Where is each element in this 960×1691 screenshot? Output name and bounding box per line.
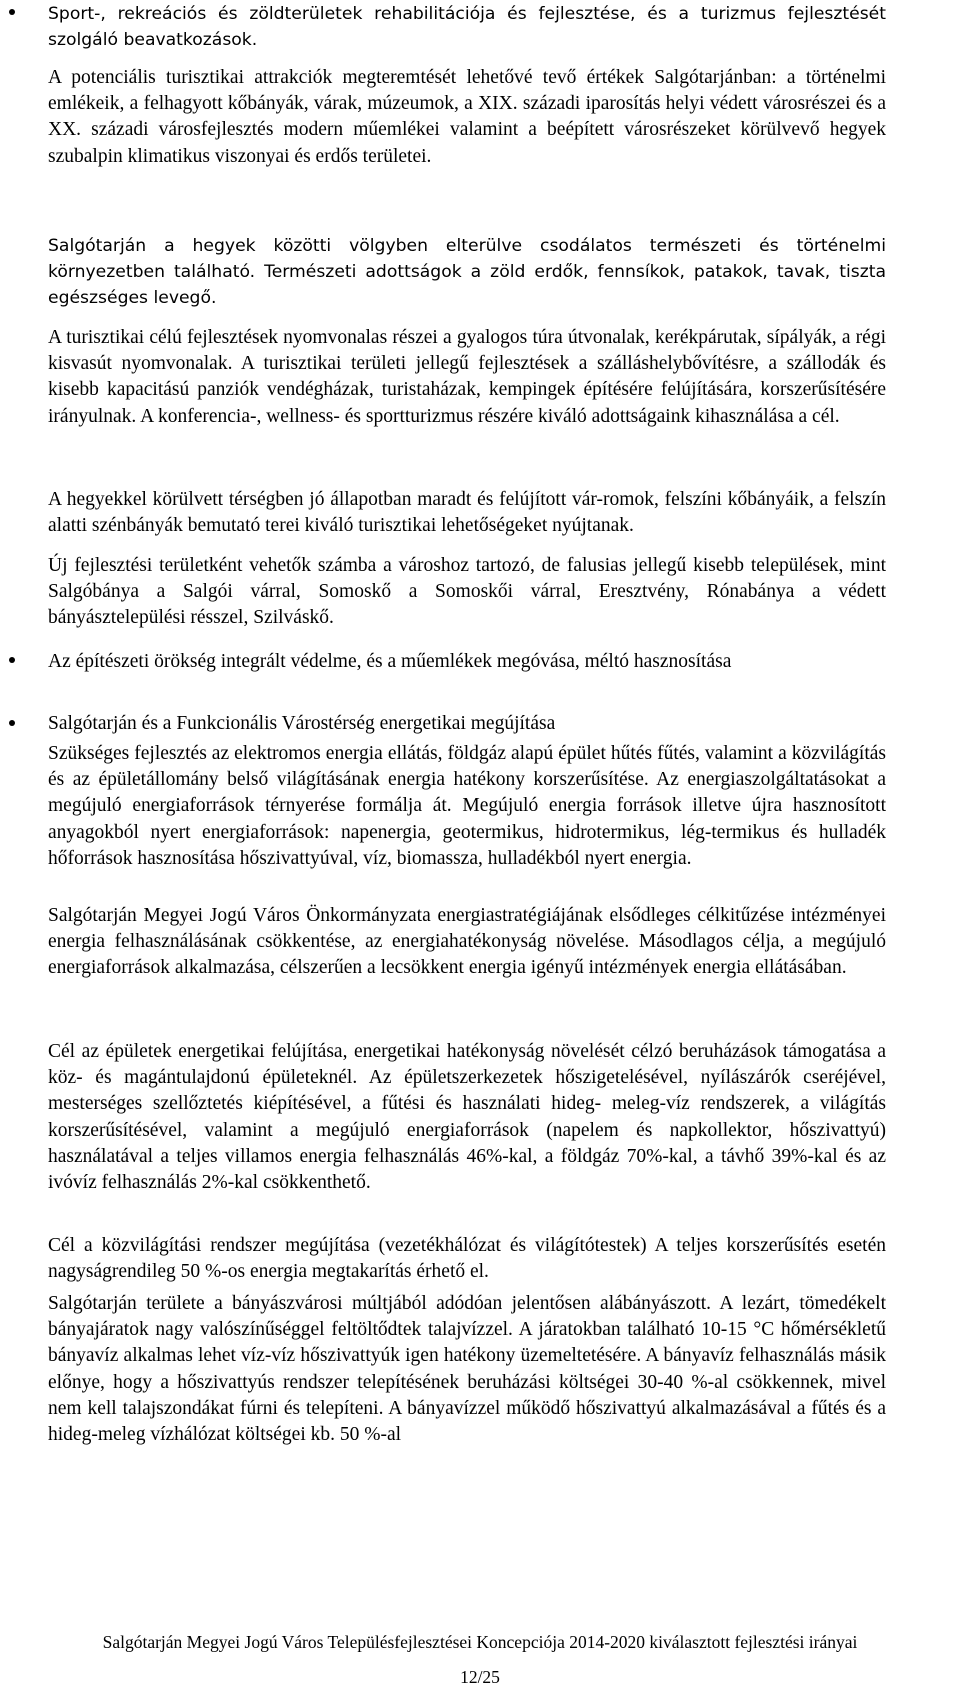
page-number: 12/25	[460, 1667, 500, 1687]
section-heading: Az építészeti örökség integrált védelme, és a műemlékek megóvása, méltó hasznosítása	[48, 651, 732, 672]
paragraph: Cél a közvilágítási rendszer megújítása (vezetékhálózat és világítótestek) A teljes korszerűsítés esetén nagyságrendileg 50 %-os energia megtakarítás érhető el.	[48, 1235, 886, 1283]
bullet-marker	[9, 720, 15, 726]
paragraph: Salgótarján Megyei Jogú Város Önkormányzata energiastratégiájának elsődleges célkitűzése intézményei energia felhasználásának csökkentése, az energiahatékonyság növelése. Másodlagos célja, a megújuló energiaforrások alkalmazása, célszerűen a lecsökkent energia igényű intézmények energia ellátásában.	[48, 905, 886, 979]
paragraph: Sport-, rekreációs és zöldterületek rehabilitációja és fejlesztése, és a turizmus fejlesztését szolgáló beavatkozások.	[48, 4, 886, 51]
bullet-marker	[9, 9, 15, 15]
section-heading: Salgótarján és a Funkcionális Várostérség energetikai megújítása	[48, 713, 556, 734]
paragraph: Cél az épületek energetikai felújítása, energetikai hatékonyság növelését célzó beruházások támogatása a köz- és magántulajdonú épületeknél. Az épületszerkezetek hőszigetelésével, nyílászárók cseréjével, mesterséges szellőztetés kiépítésével, a fűtési és használati hideg- meleg-víz rendszerek, a világítás korszerűsítésével, valamint a megújuló energiaforrások (napelem és napkollektor, hőszivattyú) használatával a teljes villamos energia felhasználás 46%-kal, a földgáz 70%-kal, a távhő 39%-kal és az ivóvíz felhasználás 2%-kal csökkenthető.	[48, 1041, 886, 1194]
paragraph: Salgótarján területe a bányászvárosi múltjából adódóan jelentősen alábányászott. A lezárt, tömedékelt bányajáratok nagy valószínűséggel feltöltődtek talajvízzel. A járatokban található 10-15 °C hőmérsékletű bányavíz alkalmas lehet víz-víz hőszivattyúk igen hatékony üzemeltetésére. A bányavíz felhasználás másik előnye, hogy a hőszivattyús rendszer telepítésének beruházási költségei 30-40 %-al csökkennek, mivel nem kell talajszondákat fúrni és telepíteni. A bányavízzel működő hőszivattyú alkalmazásával a fűtés és a hideg-meleg vízhálózat költségei kb. 50 %-al	[48, 1293, 886, 1446]
paragraph: Szükséges fejlesztés az elektromos energia ellátás, földgáz alapú épület hűtés fűtés, valamint a közvilágítás és az épületállomány belső világításának energia hatékony korszerűsítése. Az energiaszolgáltatásokat a megújuló energiaforrások térnyerése formálja át. Megújuló energia források illetve újra hasznosított anyagokból nyert energiaforrások: napenergia, geotermikus, hidrotermikus, lég-termikus és hulladék hőforrások hasznosítása hőszivattyúval, víz, biomassza, hulladékból nyert energia.	[48, 743, 886, 869]
paragraph: A hegyekkel körülvett térségben jó állapotban maradt és felújított vár-romok, felszíni kőbányáik, a felszín alatti szénbányák bemutató terei kiváló turisztikai lehetőségeket nyújtanak.	[48, 489, 886, 537]
paragraph: A turisztikai célú fejlesztések nyomvonalas részei a gyalogos túra útvonalak, kerékpárutak, sípályák, a régi kisvasút nyomvonalak. A turisztikai területi jellegű fejlesztések a szálláshelybővítésre, a szállodák és kisebb kapacitású panziók vendégházak, turistaházak, kempingek építésére felújítására, korszerűsítésére irányulnak. A konferencia-, wellness- és sportturizmus részére kiváló adottságaink kihasználása a cél.	[48, 327, 886, 427]
paragraph: Új fejlesztési területként vehetők számba a városhoz tartozó, de falusias jellegű kisebb települések, mint Salgóbánya a Salgói várral, Somoskő a Somoskői várral, Eresztvény, Rónabánya a védett bányásztelepülési résszel, Szilváskő.	[48, 555, 886, 629]
bullet-marker	[9, 657, 15, 663]
paragraph: A potenciális turisztikai attrakciók megteremtését lehetővé tevő értékek Salgótarjánban: a történelmi emlékeik, a felhagyott kőbányák, várak, múzeumok, a XIX. századi iparosítás helyi védett városrészei és a XX. századi városfejlesztés modern műemlékei valamint a beépített városrészeket körülvevő hegyek szubalpin klimatikus viszonyai és erdős területei.	[48, 67, 886, 167]
page-footer-title: Salgótarján Megyei Jogú Város Településfejlesztései Koncepciója 2014-2020 kiválasztott fejlesztési irányai	[102, 1632, 858, 1652]
paragraph: Salgótarján a hegyek közötti völgyben elterülve csodálatos természeti és történelmi környezetben található. Természeti adottságok a zöld erdők, fennsíkok, patakok, tavak, tiszta egészséges levegő.	[48, 236, 886, 309]
